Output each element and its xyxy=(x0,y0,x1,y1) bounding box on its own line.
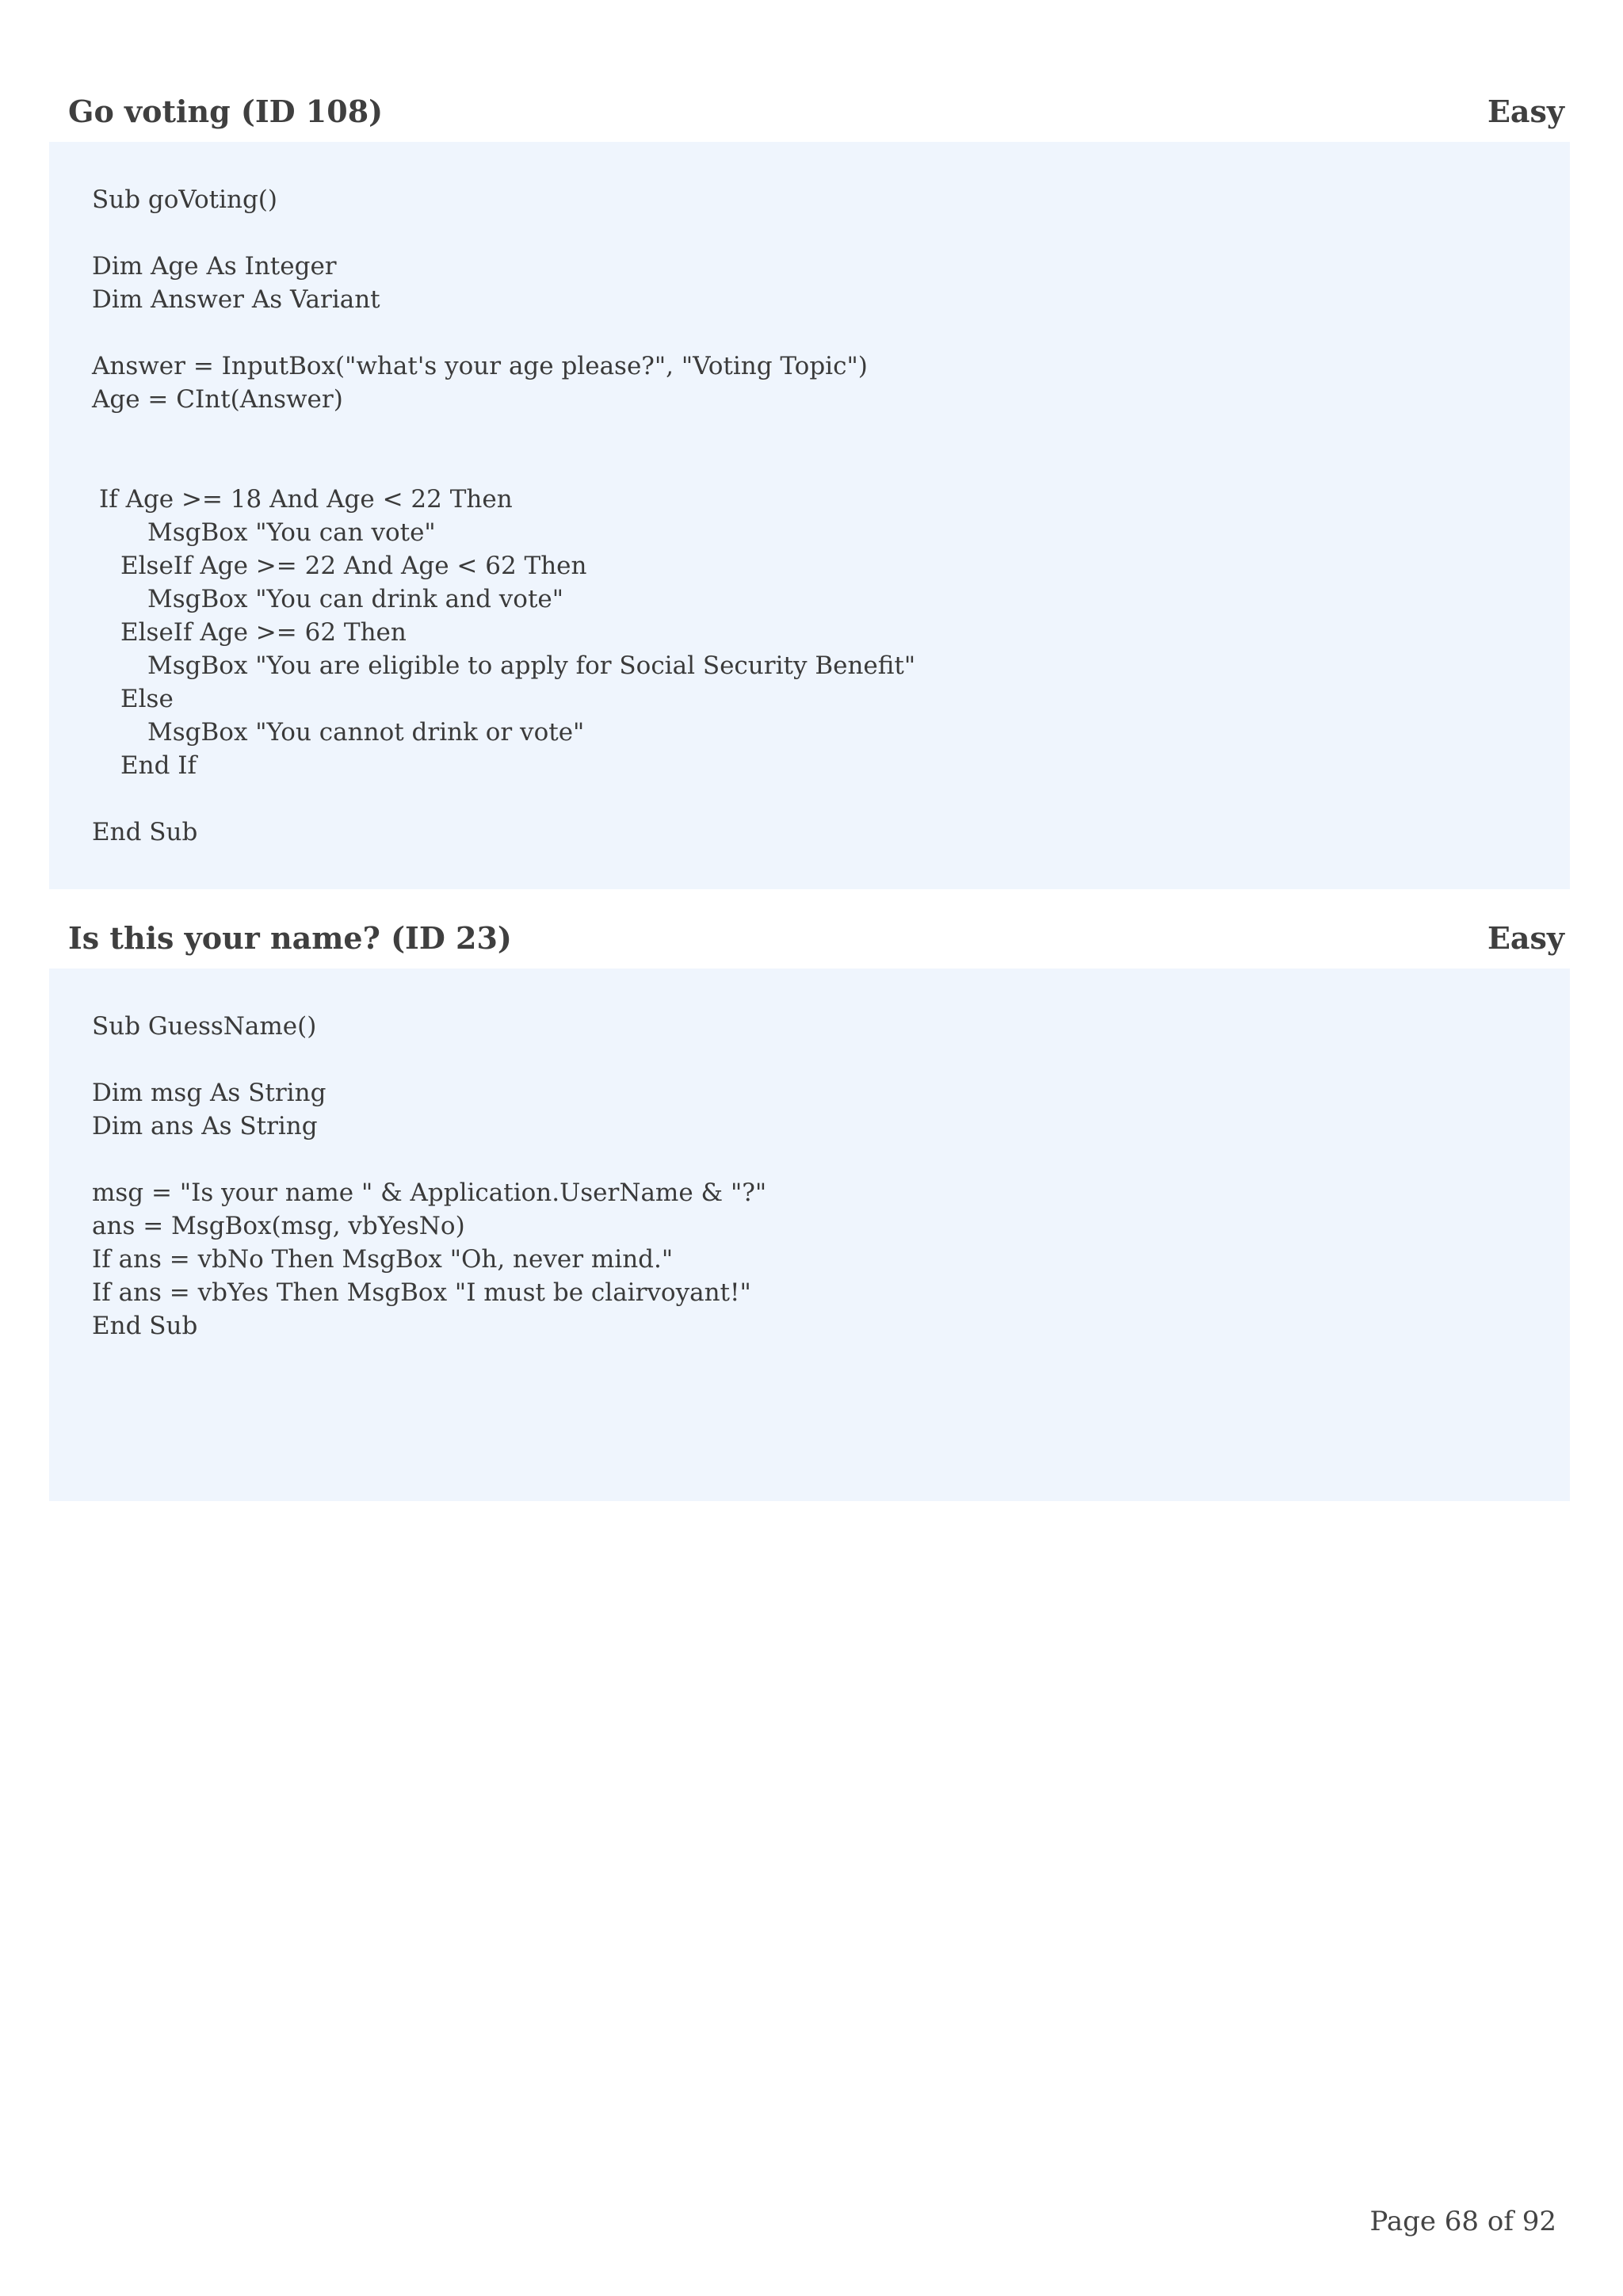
code-line: If ans = vbYes Then MsgBox "I must be clairvoyant!" xyxy=(92,1278,751,1307)
code-line: Sub goVoting() xyxy=(92,185,277,214)
code-line: Age = CInt(Answer) xyxy=(92,385,343,414)
section-title: Is this your name? (ID 23) xyxy=(68,919,512,956)
code-line: Dim Age As Integer xyxy=(92,252,337,281)
section-header xyxy=(68,914,1564,961)
code-line: msg = "Is your name " & Application.UserName & "?" xyxy=(92,1179,767,1207)
section-header xyxy=(68,87,1564,135)
code-line: Sub GuessName() xyxy=(92,1012,317,1041)
code-line: If Age >= 18 And Age < 22 Then xyxy=(99,485,513,514)
code-line: If ans = vbNo Then MsgBox "Oh, never mind." xyxy=(92,1245,674,1274)
code-line: ElseIf Age >= 62 Then xyxy=(120,618,407,647)
difficulty-label: Easy xyxy=(1487,93,1564,129)
code-line: Else xyxy=(120,685,174,713)
code-line: MsgBox "You cannot drink or vote" xyxy=(147,718,585,747)
code-line: MsgBox "You are eligible to apply for Social Security Benefit" xyxy=(147,651,916,680)
code-line: ans = MsgBox(msg, vbYesNo) xyxy=(92,1212,465,1240)
code-block xyxy=(49,968,1570,1501)
code-line: ElseIf Age >= 22 And Age < 62 Then xyxy=(120,552,587,580)
code-line: Dim Answer As Variant xyxy=(92,285,380,314)
code-line: End Sub xyxy=(92,818,198,846)
code-line: Dim msg As String xyxy=(92,1079,327,1107)
code-line: Answer = InputBox("what's your age please?", "Voting Topic") xyxy=(92,352,868,380)
page-number: Page 68 of 92 xyxy=(1369,2206,1556,2237)
code-line: MsgBox "You can drink and vote" xyxy=(147,585,564,613)
code-block xyxy=(49,142,1570,889)
code-line: End If xyxy=(120,751,197,780)
difficulty-label: Easy xyxy=(1487,919,1564,956)
code-line: Dim ans As String xyxy=(92,1112,318,1140)
code-line: End Sub xyxy=(92,1312,198,1340)
code-line: MsgBox "You can vote" xyxy=(147,518,436,547)
section-title: Go voting (ID 108) xyxy=(68,93,384,129)
